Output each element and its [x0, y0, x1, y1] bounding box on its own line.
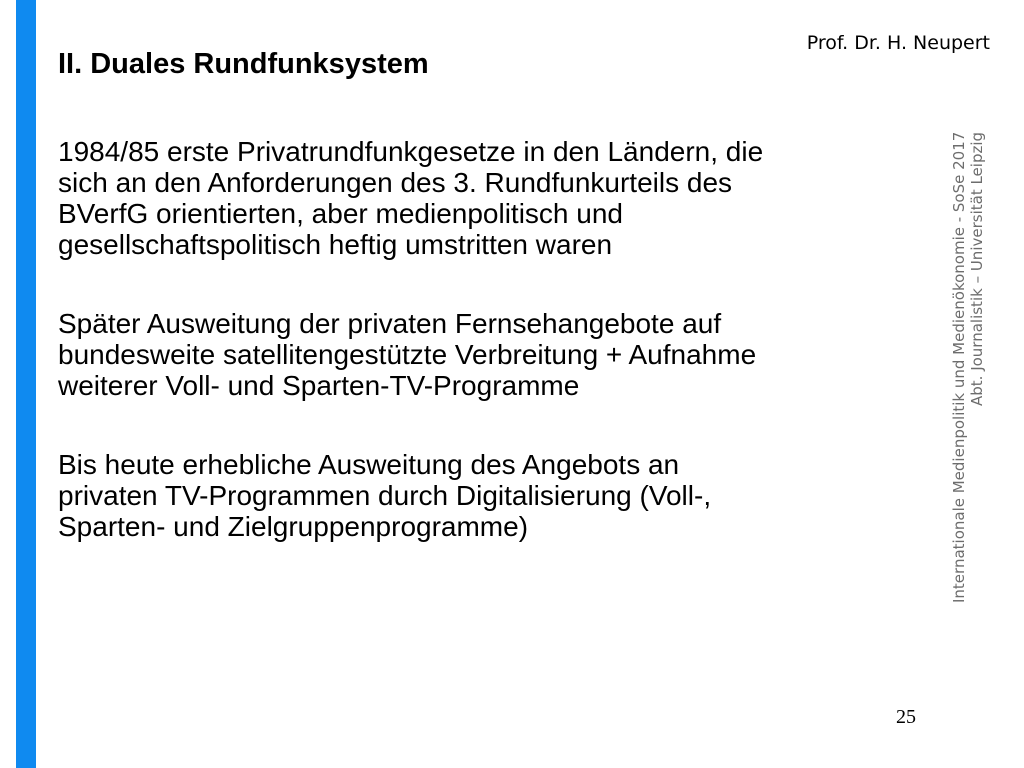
course-footer-text	[950, 132, 986, 612]
paragraph-line: sich an den Anforderungen des 3. Rundfunkurteils des	[58, 167, 733, 198]
paragraph-line: Sparten- und Zielgruppenprogramme)	[58, 511, 529, 542]
paragraph-line: BVerfG orientierten, aber medienpolitisch und	[58, 198, 623, 229]
department-label: Abt. Journalistik – Universität Leipzig	[968, 132, 986, 407]
paragraph-3	[58, 449, 928, 542]
page-number: 25	[896, 706, 916, 728]
author-label: Prof. Dr. H. Neupert	[806, 32, 990, 54]
course-title: Internationale Medienpolitik und Medienökonomie - SoSe 2017	[950, 132, 968, 604]
paragraph-line: Später Ausweitung der privaten Fernsehangebote auf	[58, 308, 722, 339]
paragraph-1	[58, 136, 928, 260]
paragraph-2	[58, 308, 928, 401]
paragraph-line: weiterer Voll- und Sparten-TV-Programme	[58, 370, 580, 401]
paragraph-line: Bis heute erhebliche Ausweitung des Angebots an	[58, 449, 680, 480]
slide-body	[58, 136, 928, 590]
course-footer	[950, 132, 990, 612]
paragraph-line: bundesweite satellitengestützte Verbreitung + Aufnahme	[58, 339, 757, 370]
slide-title: II. Duales Rundfunksystem	[58, 48, 429, 80]
paragraph-line: 1984/85 erste Privatrundfunkgesetze in den Ländern, die	[58, 136, 764, 167]
paragraph-line: privaten TV-Programmen durch Digitalisierung (Voll-,	[58, 480, 712, 511]
paragraph-line: gesellschaftspolitisch heftig umstritten waren	[58, 229, 613, 260]
accent-bar	[16, 0, 36, 768]
